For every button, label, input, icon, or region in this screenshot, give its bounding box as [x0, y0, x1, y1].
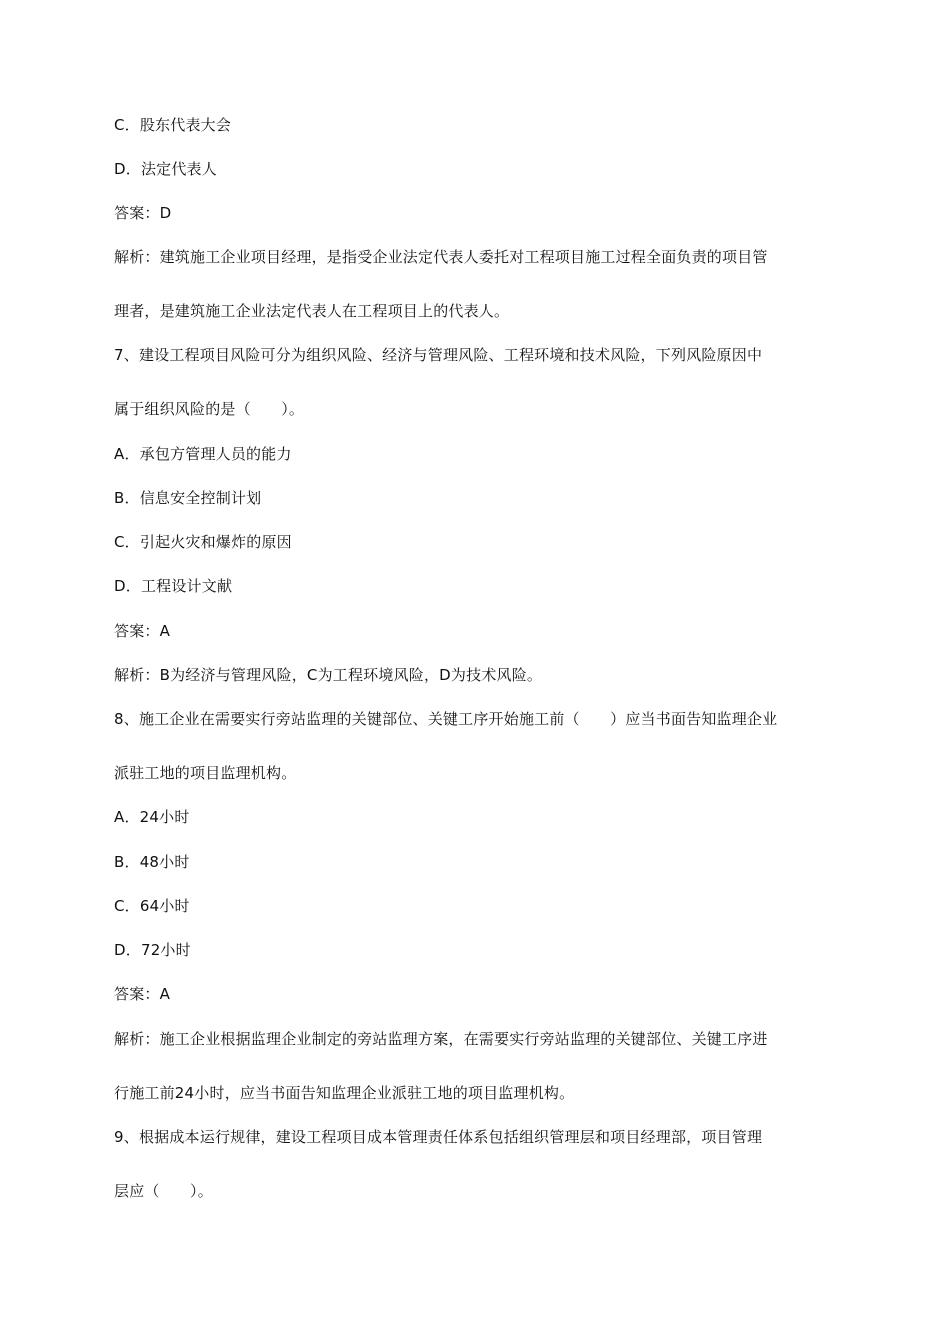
question-7-line1: 7、建设工程项目风险可分为组织风险、经济与管理风险、工程环境和技术风险，下列风险原因中 — [114, 346, 763, 364]
option-d-q7: D．工程设计文献 — [114, 577, 233, 595]
question-8-line2: 派驻工地的项目监理机构。 — [114, 764, 297, 782]
option-b-q7: B．信息安全控制计划 — [114, 489, 262, 507]
question-9-line1: 9、根据成本运行规律，建设工程项目成本管理责任体系包括组织管理层和项目经理部，项目管理 — [114, 1128, 763, 1146]
option-d-q8: D．72小时 — [114, 941, 191, 959]
option-b-q8: B．48小时 — [114, 853, 190, 871]
analysis-q6-line1: 解析：建筑施工企业项目经理，是指受企业法定代表人委托对工程项目施工过程全面负责的项目管 — [114, 248, 768, 266]
analysis-q6-line2: 理者，是建筑施工企业法定代表人在工程项目上的代表人。 — [114, 302, 510, 320]
answer-q6: 答案：D — [114, 204, 172, 222]
analysis-q7: 解析：B为经济与管理风险，C为工程环境风险，D为技术风险。 — [114, 666, 543, 684]
option-d-q6: D．法定代表人 — [114, 160, 217, 178]
question-8-line1: 8、施工企业在需要实行旁站监理的关键部位、关键工序开始施工前（ ）应当书面告知监理企业 — [114, 710, 778, 728]
analysis-q8-line1: 解析：施工企业根据监理企业制定的旁站监理方案，在需要实行旁站监理的关键部位、关键工序进 — [114, 1030, 768, 1048]
question-7-line2: 属于组织风险的是（ ）。 — [114, 400, 305, 418]
answer-q8: 答案：A — [114, 985, 171, 1003]
analysis-q8-line2: 行施工前24小时，应当书面告知监理企业派驻工地的项目监理机构。 — [114, 1084, 575, 1102]
option-c-q8: C．64小时 — [114, 897, 190, 915]
option-a-q7: A．承包方管理人员的能力 — [114, 445, 292, 463]
question-9-line2: 层应（ ）。 — [114, 1182, 213, 1200]
answer-q7: 答案：A — [114, 622, 171, 640]
option-c-q6: C．股东代表大会 — [114, 116, 232, 134]
option-a-q8: A．24小时 — [114, 808, 190, 826]
option-c-q7: C．引起火灾和爆炸的原因 — [114, 533, 292, 551]
